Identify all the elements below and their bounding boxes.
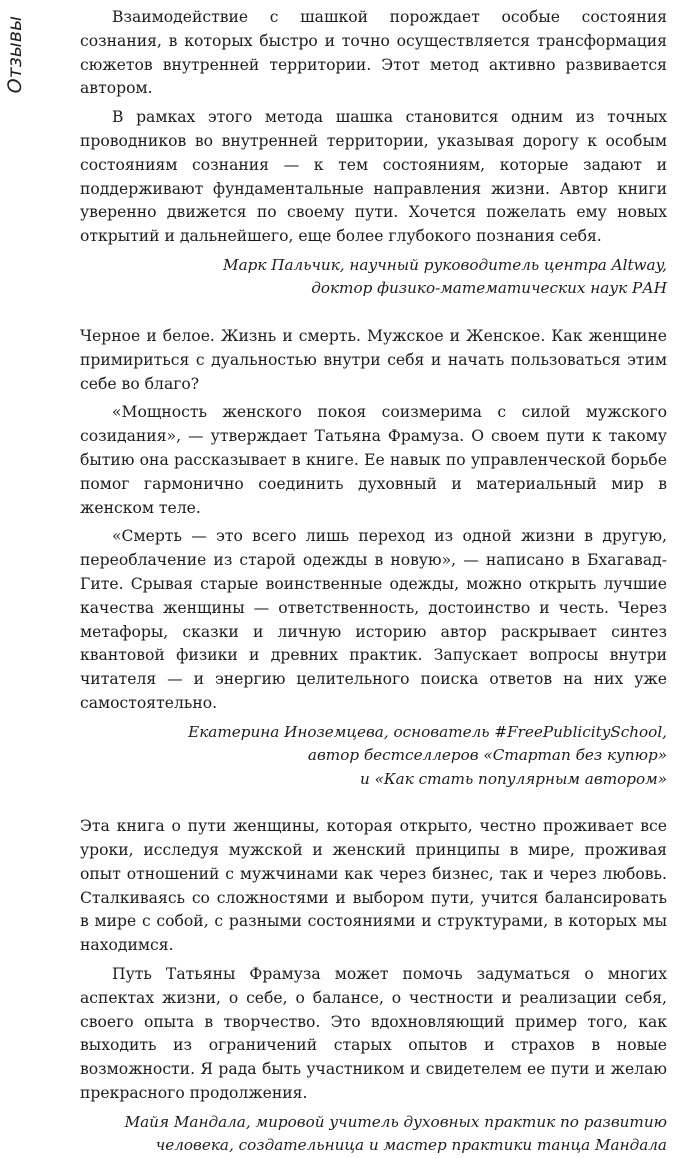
signature-line: доктор физико-математических наук РАН	[311, 279, 667, 298]
review-paragraph: «Мощность женского покоя соизмерима с силой мужского созидания», — утверждает Татьяна Фрамуза. О своем пути к такому бытию она рассказывает в книге. Ее навык по управленческой борьбе помог гармонично соединить духовный и материальный мир в женском теле.	[80, 403, 667, 517]
review-signature	[80, 254, 667, 301]
signature-line: Екатерина Иноземцева, основатель #FreePublicitySchool,	[188, 722, 667, 741]
review-1	[80, 6, 667, 301]
review-paragraph: Эта книга о пути женщины, которая открыто, честно проживает все уроки, исследуя мужской и женский принципы в мире, проживая опыт отношений с мужчинами как через бизнес, так и через любовь. Сталкиваясь со сложностями и выбором пути, учится балансировать в мире с собой, с разными состояниями и структурами, в которых мы находимся.	[80, 817, 667, 955]
review-3	[80, 815, 667, 1158]
reviews-page-content	[80, 6, 667, 1158]
review-signature	[80, 721, 667, 792]
signature-line: Марк Пальчик, научный руководитель центра Altway,	[223, 255, 667, 274]
review-paragraph: Взаимодействие с шашкой порождает особые состояния сознания, в которых быстро и точно осуществляется трансформация сюжетов внутренней территории. Этот метод активно развивается автором.	[80, 8, 667, 98]
review-paragraph: Путь Татьяны Фрамуза может помочь задуматься о многих аспектах жизни, о себе, о балансе, о честности и реализации себя, своего опыта в творчество. Это вдохновляющий пример того, как выходить из ограничений старых опытов и страхов в новые возможности. Я рада быть участником и свидетелем ее пути и желаю прекрасного продолжения.	[80, 965, 667, 1102]
signature-line: автор бестселлеров «Стартап без купюр»	[307, 746, 667, 765]
signature-line: и «Как стать популярным автором»	[359, 769, 667, 788]
signature-line: человека, создательница и мастер практики танца Мандала	[155, 1136, 667, 1155]
signature-line: Майя Мандала, мировой учитель духовных практик по развитию	[124, 1112, 667, 1131]
review-paragraph: «Смерть — это всего лишь переход из одной жизни в другую, переоблачение из старой одежды в новую», — написано в Бхагавад-Гите. Срывая старые воинственные одежды, можно открыть лучшие качества женщины — ответственность, достоинство и честь. Через метафоры, сказки и личную историю автор раскрывает синтез квантовой физики и древних практик. Запускает вопросы внутри читателя — и энергию целительного поиска ответов на них уже самостоятельно.	[80, 527, 667, 712]
section-side-label	[2, 16, 28, 106]
review-paragraph: В рамках этого метода шашка становится одним из точных проводников во внутренней территории, указывая дорогу к особым состояниям сознания — к тем состояниям, которые задают и поддерживают фундаментальные направления жизни. Автор книги уверенно движется по своему пути. Хочется пожелать ему новых открытий и дальнейшего, еще более глубокого познания себя.	[80, 108, 667, 246]
section-label-text: Отзывы	[4, 16, 26, 94]
review-signature	[80, 1111, 667, 1158]
review-paragraph: Черное и белое. Жизнь и смерть. Мужское и Женское. Как женщине примириться с дуальностью внутри себя и начать пользоваться этим себе во благо?	[80, 326, 667, 393]
review-2	[80, 325, 667, 791]
